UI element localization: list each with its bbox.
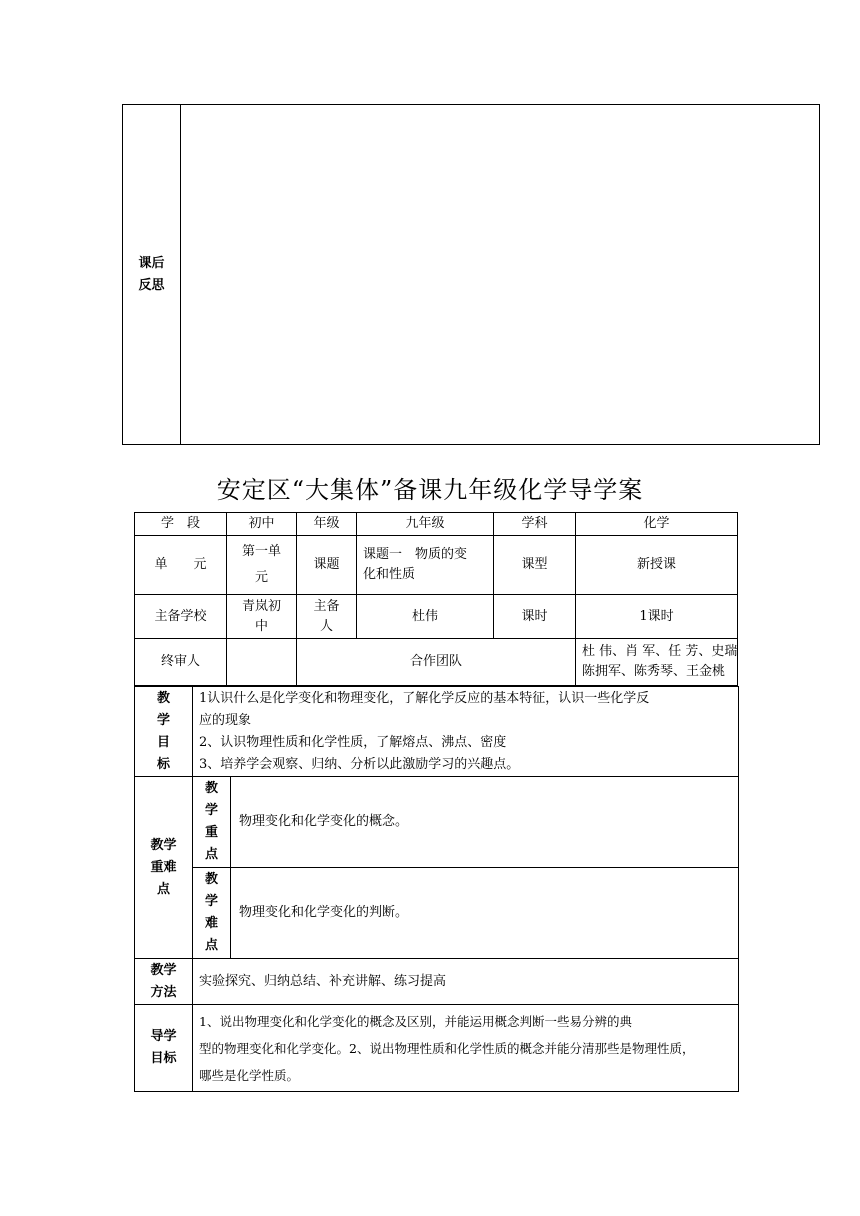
guide-label-line: 导学 xyxy=(150,1029,177,1044)
difficulty-text: 物理变化和化学变化的判断。 xyxy=(231,868,739,959)
methods-label xyxy=(135,959,193,1005)
reflection-table xyxy=(122,104,820,445)
key-points-label xyxy=(135,777,193,959)
goals-text xyxy=(193,687,739,777)
plan-body-table xyxy=(134,686,739,1092)
subject-label: 学科 xyxy=(494,513,576,536)
reflection-label xyxy=(123,105,181,445)
stage-label: 学 段 xyxy=(135,513,227,536)
goals-label-char: 标 xyxy=(156,756,170,772)
key-points-label-line: 点 xyxy=(156,881,170,897)
goals-label-char: 目 xyxy=(156,734,170,750)
grade-value: 九年级 xyxy=(357,513,494,536)
type-value: 新授课 xyxy=(576,536,738,595)
unit-value-line2: 元 xyxy=(254,570,268,585)
focus-label-char: 教 xyxy=(204,781,218,796)
guide-label-line: 目标 xyxy=(150,1051,177,1066)
preparer-label-line1: 主备 xyxy=(313,598,340,614)
focus-label-char: 学 xyxy=(204,803,218,818)
difficulty-label xyxy=(193,868,231,959)
grade-label: 年级 xyxy=(297,513,357,536)
preparer-label xyxy=(297,595,357,639)
school-value-line1: 青岚初 xyxy=(241,598,281,614)
unit-value xyxy=(227,536,297,595)
subject-value: 化学 xyxy=(576,513,738,536)
methods-text: 实验探究、归纳总结、补充讲解、练习提高 xyxy=(193,959,739,1005)
goals-line: 3、培养学会观察、归纳、分析以此激励学习的兴趣点。 xyxy=(199,756,520,772)
guide-line: 型的物理变化和化学变化。2、说出物理性质和化学性质的概念并能分清那些是物理性质， xyxy=(199,1040,695,1056)
stage-value: 初中 xyxy=(227,513,297,536)
school-value-line2: 中 xyxy=(254,618,268,634)
hours-label: 课时 xyxy=(494,595,576,639)
team-value-line2: 陈拥军、陈秀琴、王金桃 xyxy=(582,664,726,679)
team-value-line1: 杜 伟、肖 军、任 芳、史瑞 xyxy=(582,644,738,659)
topic-value-line1: 课题一 物质的变 xyxy=(363,547,468,562)
reflection-label-line2: 反思 xyxy=(138,277,165,293)
goals-line: 1认识什么是化学变化和物理变化，了解化学反应的基本特征，认识一些化学反 xyxy=(199,690,650,706)
focus-label-char: 重 xyxy=(204,825,218,840)
topic-label: 课题 xyxy=(297,536,357,595)
key-points-label-line: 教学 xyxy=(150,837,177,853)
guide-label xyxy=(135,1005,193,1092)
goals-label-char: 学 xyxy=(156,712,170,728)
unit-value-line1: 第一单 xyxy=(241,544,281,559)
difficulty-label-char: 点 xyxy=(204,938,218,953)
methods-label-line: 教学 xyxy=(150,962,177,978)
goals-label xyxy=(135,687,193,777)
difficulty-label-char: 难 xyxy=(204,916,218,931)
key-points-label-line: 重难 xyxy=(150,859,177,875)
preparer-value: 杜伟 xyxy=(357,595,494,639)
type-label: 课型 xyxy=(494,536,576,595)
hours-value: 1课时 xyxy=(576,595,738,639)
unit-label: 单 元 xyxy=(135,536,227,595)
focus-label xyxy=(193,777,231,868)
goals-line: 应的现象 xyxy=(199,712,252,728)
topic-value xyxy=(357,536,494,595)
reflection-label-line1: 课后 xyxy=(138,255,165,271)
reviewer-value xyxy=(227,639,297,686)
guide-line: 1、说出物理变化和化学变化的概念及区别，并能运用概念判断一些易分辨的典 xyxy=(199,1013,632,1029)
goals-label-char: 教 xyxy=(156,690,170,706)
school-label: 主备学校 xyxy=(135,595,227,639)
reviewer-label: 终审人 xyxy=(135,639,227,686)
guide-text xyxy=(193,1005,739,1092)
preparer-label-line2: 人 xyxy=(319,618,333,634)
team-value xyxy=(576,639,738,686)
info-table xyxy=(134,512,738,686)
reflection-content xyxy=(181,105,820,445)
guide-line: 哪些是化学性质。 xyxy=(199,1067,300,1083)
focus-label-char: 点 xyxy=(204,847,218,862)
topic-value-line2: 化和性质 xyxy=(363,567,416,582)
page-title: 安定区“大集体”备课九年级化学导学案 xyxy=(216,476,644,504)
team-label: 合作团队 xyxy=(297,639,576,686)
difficulty-label-char: 学 xyxy=(204,894,218,909)
school-value xyxy=(227,595,297,639)
difficulty-label-char: 教 xyxy=(204,872,218,887)
methods-label-line: 方法 xyxy=(150,984,177,1000)
focus-text: 物理变化和化学变化的概念。 xyxy=(231,777,739,868)
goals-line: 2、认识物理性质和化学性质，了解熔点、沸点、密度 xyxy=(199,734,507,750)
